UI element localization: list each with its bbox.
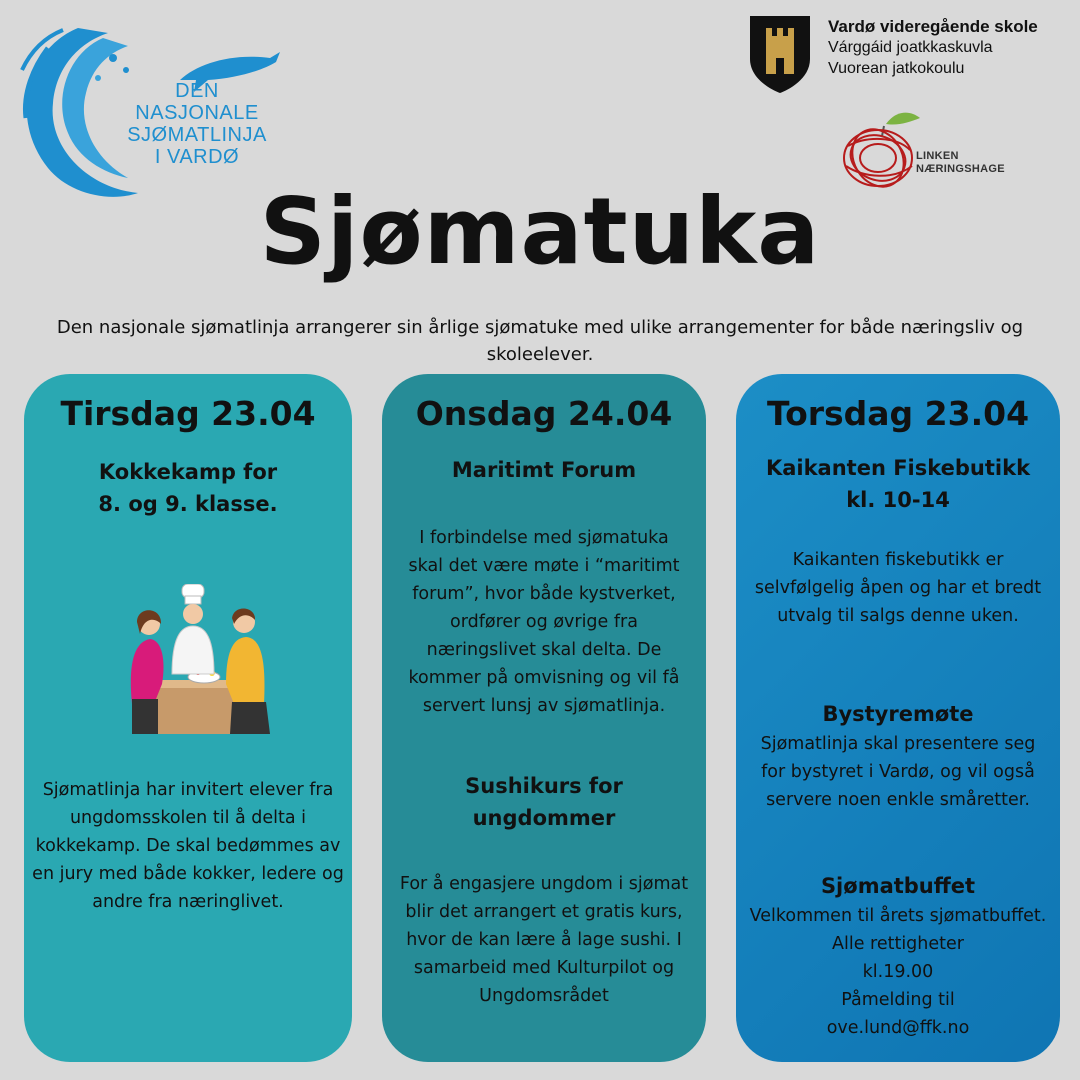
school-name-kven: Vuorean jatkokoulu: [828, 60, 965, 77]
logo-line-4: I VARDØ: [154, 146, 240, 168]
linken-line-2: NÆRINGSHAGE: [916, 163, 1005, 175]
card-body-3: Velkommen til årets sjømatbuffet. Alle rettigheter kl.19.00 Påmelding til ove.lund@ffk.no: [749, 906, 1047, 1038]
intro-text: Den nasjonale sjømatlinja arrangerer sin årlige sjømatuke med ulike arrangementer for både næringsliv og skoleelever.: [56, 317, 1024, 365]
card-day: Tirsdag 23.04: [60, 394, 316, 433]
card-wednesday: [382, 374, 706, 1062]
card-heading: Maritimt Forum: [451, 458, 637, 482]
card-day: Torsdag 23.04: [766, 394, 1030, 433]
card-heading: Kaikanten Fiskebutikk kl. 10-14: [765, 456, 1031, 512]
cooking-illustration: [104, 584, 304, 734]
card-heading-2: Bystyremøte: [822, 702, 974, 726]
card-body: Sjømatlinja har invitert elever fra ungdomsskolen til å delta i kokkekamp. De skal bedømmes av en jury med både kokker, ledere og andre fra næringlivet.: [32, 780, 344, 912]
logo-line-3: SJØMATLINJA: [127, 124, 267, 146]
card-body: I forbindelse med sjømatuka skal det være møte i “maritimt forum”, hvor både kystverket, ordfører og øvrige fra næringslivet skal delta. De kommer på omvisning og vil få servert lunsj av sjømatlinja.: [408, 528, 680, 716]
card-body-2: For å engasjere ungdom i sjømat blir det arrangert et gratis kurs, hvor de kan lære å lage sushi. I samarbeid med Kulturpilot og Ungdomsrådet: [399, 874, 689, 1006]
page-title: Sjømatuka: [259, 178, 821, 285]
logo-text: [112, 80, 282, 168]
school-name: Vardø videregående skole: [828, 17, 1038, 36]
card-thursday: [736, 374, 1060, 1062]
card-heading-2: Sushikurs for ungdommer: [465, 774, 623, 830]
card-body-2: Sjømatlinja skal presentere seg for bystyret i Vardø, og vil også servere noen enkle småretter.: [760, 734, 1036, 810]
linken-line-1: LINKEN: [916, 150, 959, 162]
card-heading-3: Sjømatbuffet: [820, 874, 976, 898]
card-day: Onsdag 24.04: [415, 394, 673, 433]
linken-text: [916, 150, 1005, 176]
logo-line-2: NASJONALE: [135, 102, 259, 124]
card-heading: Kokkekamp for 8. og 9. klasse.: [98, 460, 278, 516]
card-body: Kaikanten fiskebutikk er selvfølgelig åpen og har et bredt utvalg til salgs denne uken.: [754, 550, 1042, 626]
card-tuesday: [24, 374, 352, 1062]
school-name-sami: Várggáid joatkkaskuvla: [828, 39, 993, 56]
logo-line-1: DEN: [175, 80, 219, 102]
crest-icon: [748, 14, 812, 94]
school-header: [748, 14, 1078, 94]
